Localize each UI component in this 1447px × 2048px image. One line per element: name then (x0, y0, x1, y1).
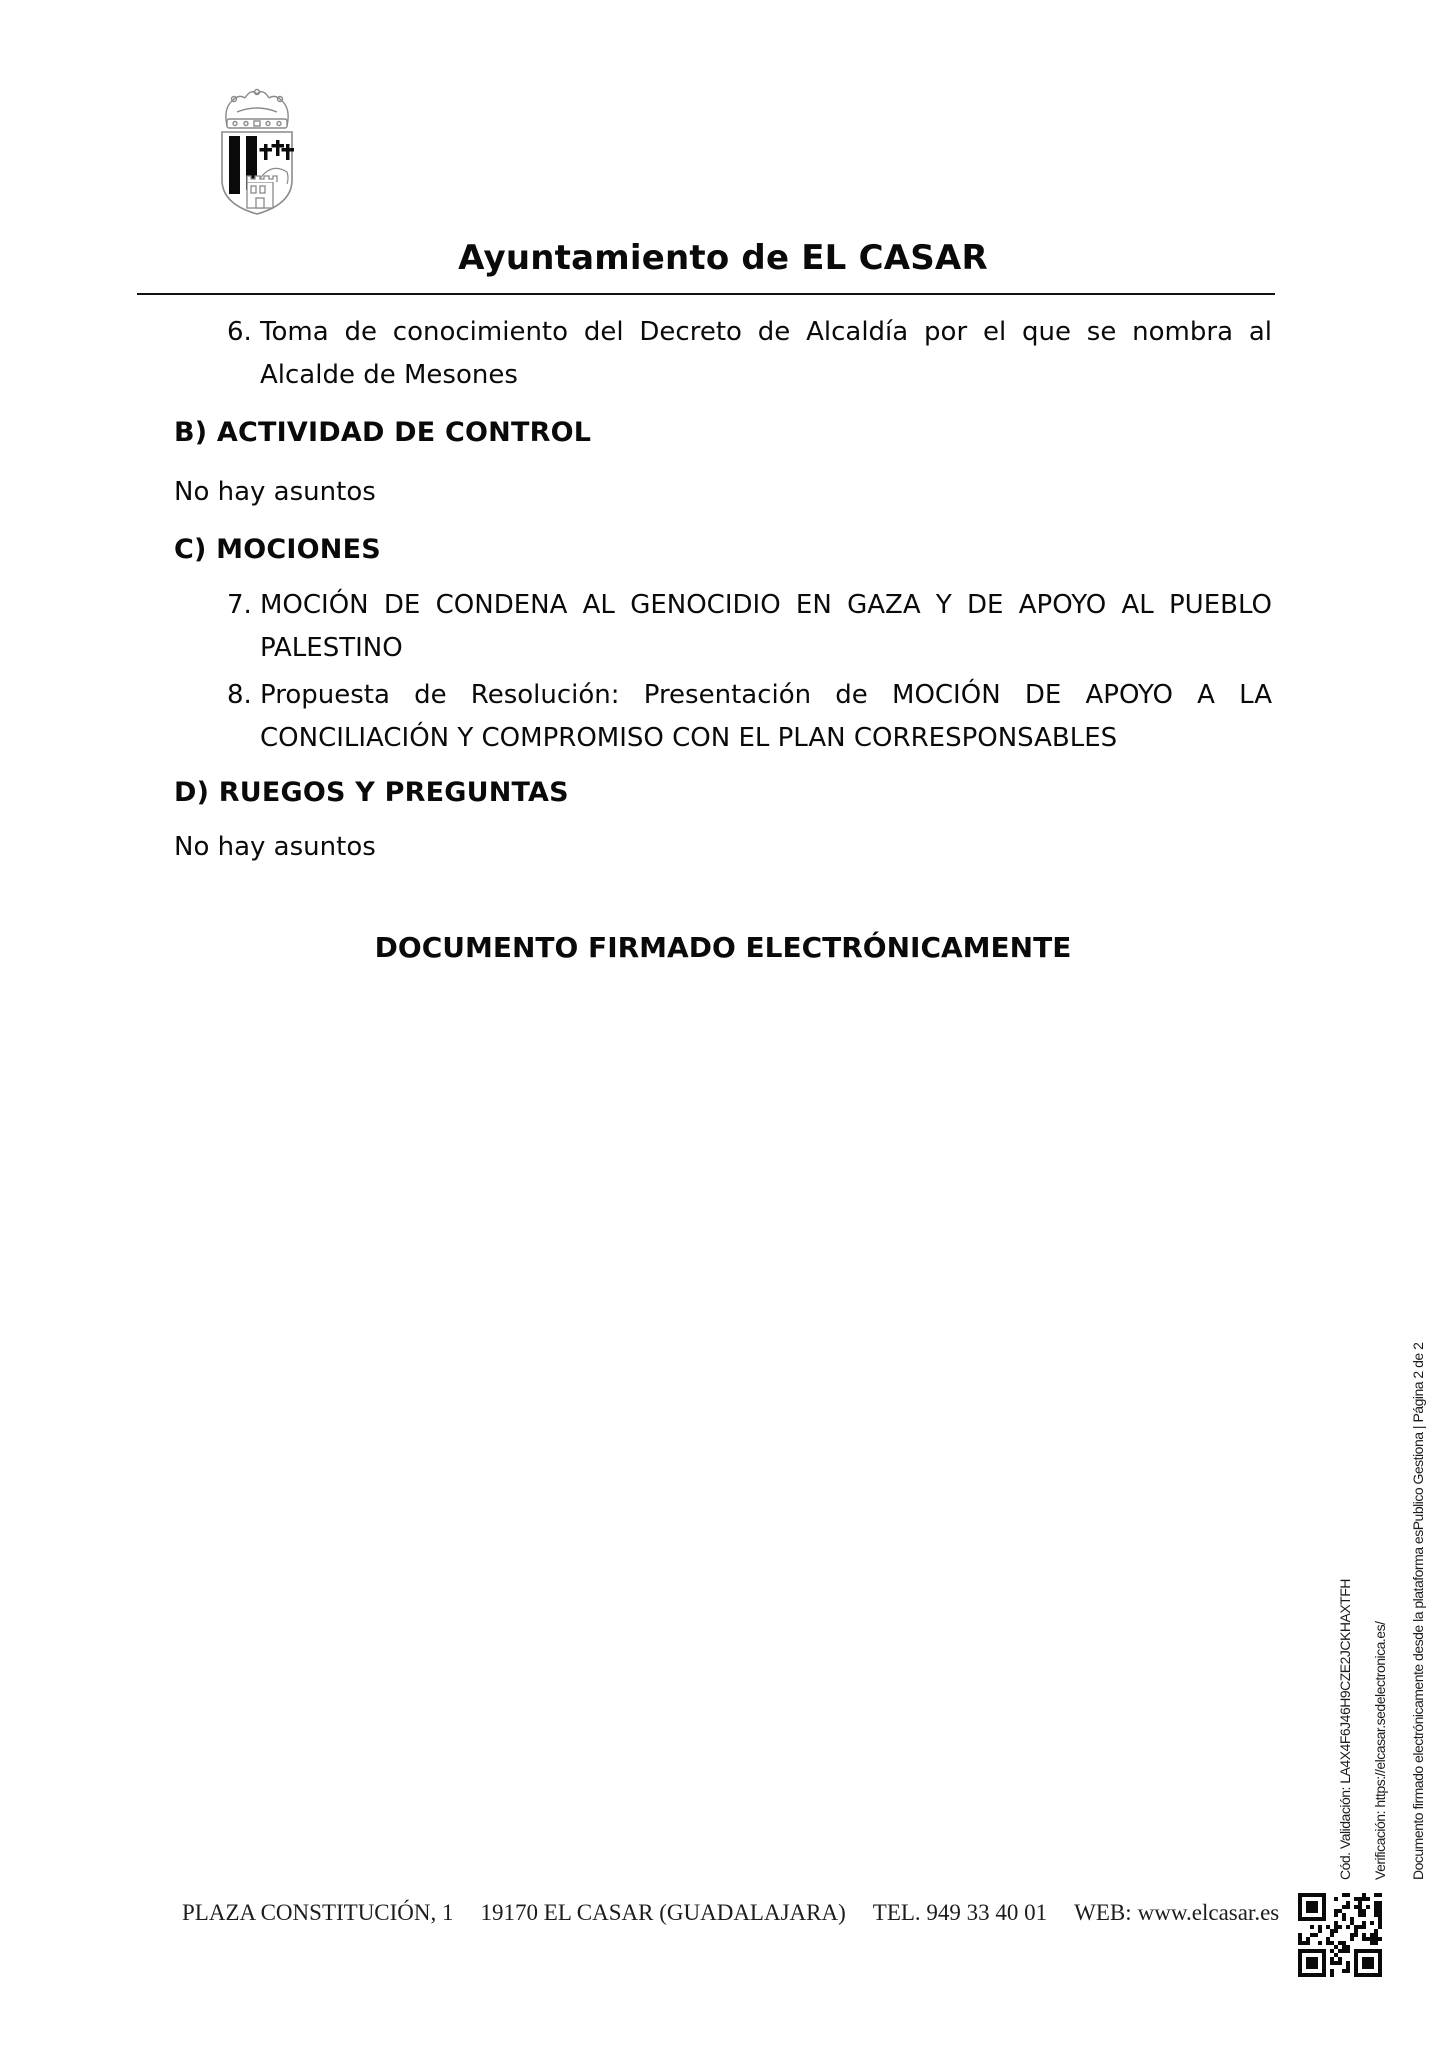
footer-address: PLAZA CONSTITUCIÓN, 1 (182, 1900, 454, 1925)
footer-postal-city: 19170 EL CASAR (GUADALAJARA) (480, 1900, 846, 1925)
side-stamp-validation-code: Cód. Validación: LA4X4F6J46H9CZE2JCKHAXTFH (1337, 1579, 1353, 1880)
item-number: 7. (227, 590, 252, 620)
agenda-item-6 (227, 311, 1272, 397)
empty-section-note-d: No hay asuntos (174, 832, 376, 862)
section-heading-c: C) MOCIONES (174, 534, 381, 565)
page-title: Ayuntamiento de EL CASAR (458, 238, 988, 278)
signature-notice: DOCUMENTO FIRMADO ELECTRÓNICAMENTE (374, 931, 1072, 964)
item-7-line-1: MOCIÓN DE CONDENA AL GENOCIDIO EN GAZA Y DE APOYO AL PUEBLO (260, 590, 1272, 620)
item-6-line-2: Alcalde de Mesones (260, 360, 518, 390)
el-casar-coat-of-arms-logo (213, 86, 301, 218)
header-rule (137, 293, 1275, 295)
footer-web-url: www.elcasar.es (1137, 1900, 1280, 1925)
footer-web-label: WEB: (1074, 1900, 1132, 1925)
item-7-line-2: PALESTINO (260, 633, 403, 663)
side-stamp-platform-page: Documento firmado electrónicamente desde la plataforma esPublico Gestiona | Página 2 de 2 (1410, 1342, 1426, 1880)
footer (182, 1898, 1282, 1928)
section-heading-d: D) RUEGOS Y PREGUNTAS (174, 777, 569, 808)
item-8-line-2: CONCILIACIÓN Y COMPROMISO CON EL PLAN CORRESPONSABLES (260, 723, 1118, 753)
item-8-line-1: Propuesta de Resolución: Presentación de MOCIÓN DE APOYO A LA (260, 680, 1272, 710)
side-stamp-verification-url: Verificación: https://elcasar.sedelectronica.es/ (1372, 1621, 1388, 1880)
coat-of-arms-icon (213, 86, 301, 218)
section-heading-b: B) ACTIVIDAD DE CONTROL (174, 417, 592, 448)
footer-phone: TEL. 949 33 40 01 (872, 1900, 1048, 1925)
item-number: 8. (227, 680, 252, 710)
item-6-line-1: Toma de conocimiento del Decreto de Alcaldía por el que se nombra al (260, 317, 1272, 347)
qr-code (1298, 1893, 1382, 1977)
agenda-item-8 (227, 674, 1272, 760)
agenda-item-7 (227, 584, 1272, 670)
item-number: 6. (227, 317, 252, 347)
empty-section-note-b: No hay asuntos (174, 477, 376, 507)
